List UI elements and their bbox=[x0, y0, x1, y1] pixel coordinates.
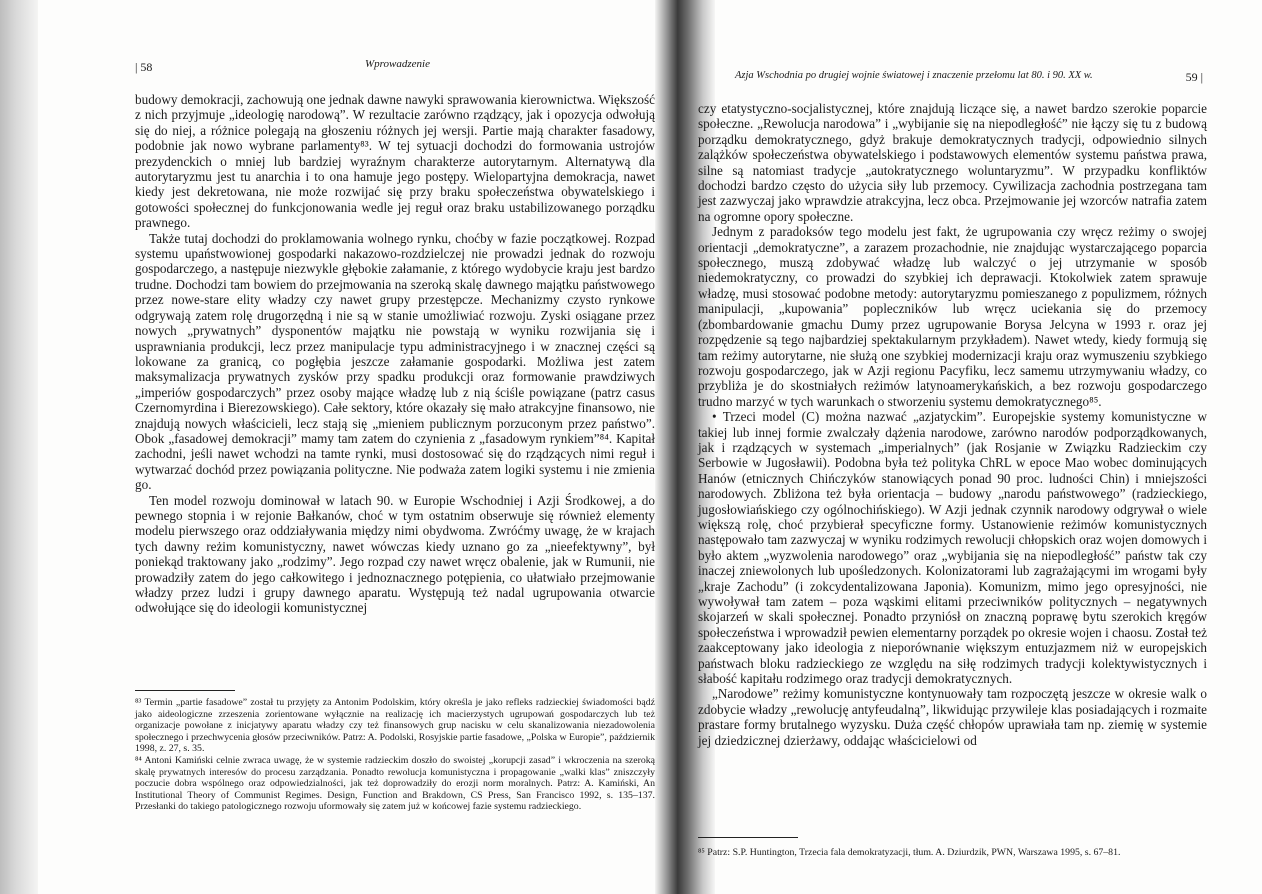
footnote-85: ⁸⁵ Patrz: S.P. Huntington, Trzecia fala demokratyzacji, tłum. A. Dziurdzik, PWN, Warszawa 1995, s. 67–81. bbox=[698, 847, 1121, 858]
left-footnote-rule bbox=[135, 690, 235, 691]
right-paragraph: • Trzeci model (C) można nazwać „azjatyckim”. Europejskie systemy komunistyczne w takiej lub innej formie zwalczały dążenia narodowe, zarówno narodów podporządkowanych, jak i rządzących w systemach „imperialnych” (jak Rosjanie w Związku Radzieckim czy Serbowie w Jugosławii). Podobna była też polityka ChRL w epoce Mao wobec dominujących Hanów (etnicznych Chińczyków stanowiących ponad 90 proc. ludności Chin) i mniejszości narodowych. Zbliżona też była orientacja – budowy „narodu państwowego” (radzieckiego, jugosłowiańskiego czy ogólnochińskiego). W Azji jednak czynnik narodowy odgrywał o wiele większą rolę, choć przybierał specyficzne formy. Ustanowienie reżimów komunistycznych następowało tam zazwyczaj w wyniku rodzimych rewolucji chłopskich oraz wojen domowych i było aktem „wyzwolenia narodowego” oraz „wybijania się na niepodległość” państw tak czy inaczej zniewolonych lub upośledzonych. Kolonizatorami lub zagrażającymi im wrogami były „kraje Zachodu” (i zokcydentalizowana Japonia). Komunizm, mimo jego opresyjności, nie wywoływał tam zatem – poza wąskimi elitami przeciwników politycznych – negatywnych skojarzeń w skali społecznej. Ponadto przyniósł on znaczną poprawę bytu szerokich kręgów społeczeństwa i wprowadził pewien elementarny porządek po okresie wojen i chaosu. Został też zaakceptowany jako ideologia z nieporównanie większym entuzjazmem niż w europejskich państwach bloku radzieckiego ze względu na siłę rodzimych tradycji kolektywistycznych i słabość kapitału rodzimego oraz tradycji demokratycznych. bbox=[698, 409, 1207, 687]
right-paragraph: „Narodowe” reżimy komunistyczne kontynuowały tam rozpoczętą jeszcze w okresie walk o zdobycie władzy „rewolucję antyfeudalną”, likwidując przywileje klas posiadających i rozmaite prastare formy brutalnego wyzysku. Duża część chłopów uprawiała tam np. ziemię w systemie jej dziedzicznej dzierżawy, oddając właścicielowi od bbox=[698, 686, 1207, 748]
left-footnotes bbox=[135, 697, 655, 813]
right-paragraph: Jednym z paradoksów tego modelu jest fakt, że ugrupowania czy wręcz reżimy o swojej orientacji „demokratyczne”, a zarazem prozachodnie, nie znajdując wystarczającego poparcia społecznego, muszą zdobywać władzę lub walczyć o jej utrzymanie w sposób niedemokratyczny, co prowadzi do szybkiej ich deprawacji. Ktokolwiek zatem sprawuje władzę, musi stosować podobne metody: autorytaryzmu pomieszanego z populizmem, różnych manipulacji, „kupowania” popleczników lub wręcz uciekania się do przemocy (zbombardowanie gmachu Dumy przez ugrupowanie Borysa Jelcyna w 1993 r. oraz jej rozpędzenie są tego najbardziej spektakularnym przykładem). Nawet wtedy, kiedy formują się tam reżimy autorytarne, nie służą one szybkiej modernizacji kraju oraz wymuszeniu szybkiego rozwoju gospodarczego, jak w Azji regionu Pacyfiku, lecz samemu utrzymywaniu władzy, co przybliża je do skostniałych reżimów latynoamerykańskich, a bez rozwoju gospodarczego trudno marzyć w tych warunkach o stworzeniu systemu demokratycznego⁸⁵. bbox=[698, 224, 1207, 409]
right-page bbox=[690, 0, 1215, 894]
scan-left-edge bbox=[0, 0, 38, 894]
right-body-text bbox=[698, 101, 1207, 748]
left-running-title: Wprowadzenie bbox=[365, 58, 430, 70]
right-page-header bbox=[690, 70, 1215, 90]
left-page-header bbox=[135, 60, 655, 80]
left-paragraph: budowy demokracji, zachowują one jednak dawne nawyki sprawowania kierownictwa. Większość z nich przyjmuje „ideologię narodową”. W rezultacie zarówno rządzący, jak i opozycja odwołują się do niej, a różnice polegają na głoszeniu różnych jej wersji. Partie mają charakter fasadowy, podobnie jak nowo wybrane parlamenty⁸³. W tej sytuacji dochodzi do formowania ustrojów prezydenckich o mniej lub bardziej wyraźnym charakterze autorytarnym. Alternatywą dla autorytaryzmu jest tu anarchia i to ona hamuje jego postępy. Wielopartyjna demokracja, nawet kiedy jest dekretowana, nie może rozwijać się przy braku społeczeństwa obywatelskiego i gotowości społecznej do funkcjonowania wedle jej reguł oraz braku ustabilizowanego porządku prawnego. bbox=[135, 92, 655, 231]
left-page bbox=[135, 0, 655, 894]
left-body-text bbox=[135, 92, 655, 616]
right-footnote-rule bbox=[698, 837, 798, 838]
right-footnotes bbox=[698, 847, 1207, 859]
right-running-title: Azja Wschodnia po drugiej wojnie światowej i znaczenie przełomu lat 80. i 90. XX w. bbox=[735, 70, 1093, 81]
left-paragraph: Ten model rozwoju dominował w latach 90. w Europie Wschodniej i Azji Środkowej, a do pewnego stopnia i w rejonie Bałkanów, choć w tym ostatnim obserwuje się również elementy modelu pierwszego oraz oddziaływania między nimi obydwoma. Zwróćmy uwagę, że w krajach tych dawny reżim komunistyczny, nawet wówczas kiedy uznano go za „nieefektywny”, był poniekąd traktowany jako „rodzimy”. Jego rozpad czy nawet wręcz obalenie, jak w Rumunii, nie prowadziły zatem do jego całkowitego i jednoznacznego potępienia, co ułatwiało przejmowanie władzy przez ludzi i grupy dawnego aparatu. Występują też nadal ugrupowania otwarcie odwołujące się do ideologii komunistycznej bbox=[135, 492, 655, 616]
right-paragraph: czy etatystyczno-socjalistycznej, które znajdują liczące się, a nawet bardzo szerokie poparcie społeczne. „Rewolucja narodowa” i „wybijanie się na niepodległość” nie łączy się tu z budową porządku demokratycznego, gdyż brakuje demokratycznych tradycji, odpowiednio silnych zalążków społeczeństwa obywatelskiego i podstawowych elementów systemu państwa prawa, silne są natomiast tradycje „autokratycznego woluntaryzmu”. W przypadku konfliktów dochodzi bardzo często do użycia siły lub przemocy. Cywilizacja zachodnia postrzegana tam jest zazwyczaj jako wprawdzie atrakcyjna, lecz obca. Przejmowanie jej wzorców natrafia zatem na ogromne opory społeczne. bbox=[698, 101, 1207, 224]
right-page-number: 59 | bbox=[1185, 70, 1203, 84]
left-page-number: | 58 bbox=[135, 60, 153, 74]
footnote-83: ⁸³ Termin „partie fasadowe” został tu przyjęty za Antonim Podolskim, który określa je jako refleks radzieckiej świadomości bądź jako aideologiczne zrzeszenia zorientowane wyłącznie na realizację ich macierzystych ugrupowań gospodarczych lub też organizacje powołane z inicjatywy aparatu władzy czy też finansowych grup nacisku w celu skanalizowania niezadowolenia społecznego i przechwycenia głosów przeciwników. Patrz: A. Podolski, Rosyjskie partie fasadowe, „Polska w Europie”, październik 1998, z. 27, s. 35. bbox=[135, 697, 655, 755]
left-paragraph: Także tutaj dochodzi do proklamowania wolnego rynku, choćby w fazie początkowej. Rozpad systemu upaństwowionej gospodarki nakazowo-rozdzielczej nie prowadzi jednak do rozwoju gospodarczego, a następuje niezwykle głębokie załamanie, z którego wydobycie kraju jest bardzo trudne. Dochodzi tam bowiem do przejmowania na szeroką skalę dawnego majątku państwowego przez nowe-stare elity władzy czy nawet grupy przestępcze. Mechanizmy czysto rynkowe odgrywają zatem rolę drugorzędną i nie są w stanie umożliwiać rozwoju. Zyski osiągane przez nowych „prywatnych” dysponentów majątku nie powstają w wyniku rozwijania się i usprawniania produkcji, lecz przez manipulacje typu administracyjnego i w znacznej części są lokowane za granicą, co pogłębia jeszcze załamanie gospodarki. Możliwa jest zatem maksymalizacja prywatnych zysków przy spadku produkcji oraz formowanie prawdziwych „imperiów gospodarczych” przez osoby mające władzę lub z nią ściśle powiązane (patrz casus Czernomyrdina i Bierezowskiego). Całe sektory, które okazały się mało atrakcyjne finansowo, nie znajdują nowych właścicieli, lecz stają się „mieniem publicznym porzuconym przez państwo”. Obok „fasadowej demokracji” mamy tam zatem do czynienia z „fasadowym rynkiem”⁸⁴. Kapitał zachodni, jeśli nawet wchodzi na tamte rynki, musi dostosować się do rządzących nimi reguł i wytwarzać dochód przez powiązania polityczne. Nie podważa zatem logiki systemu i nie zmienia go. bbox=[135, 230, 655, 493]
footnote-84: ⁸⁴ Antoni Kamiński celnie zwraca uwagę, że w systemie radzieckim doszło do swoistej „korupcji zasad” i wkroczenia na szeroką skalę prywatnych interesów do procesu zarządzania. Ponadto rewolucja komunistyczna i propagowanie „walki klas” zniszczyły poczucie dobra wspólnego oraz odpowiedzialności, jak też doprowadziły do erozji norm moralnych. Patrz: A. Kamiński, An Institutional Theory of Communist Regimes. Design, Function and Brakdown, CS Press, San Francisco 1992, s. 135–137. Przesłanki do takiego patologicznego rozwoju uformowały się zatem już w końcowej fazie systemu radzieckiego. bbox=[135, 754, 655, 813]
